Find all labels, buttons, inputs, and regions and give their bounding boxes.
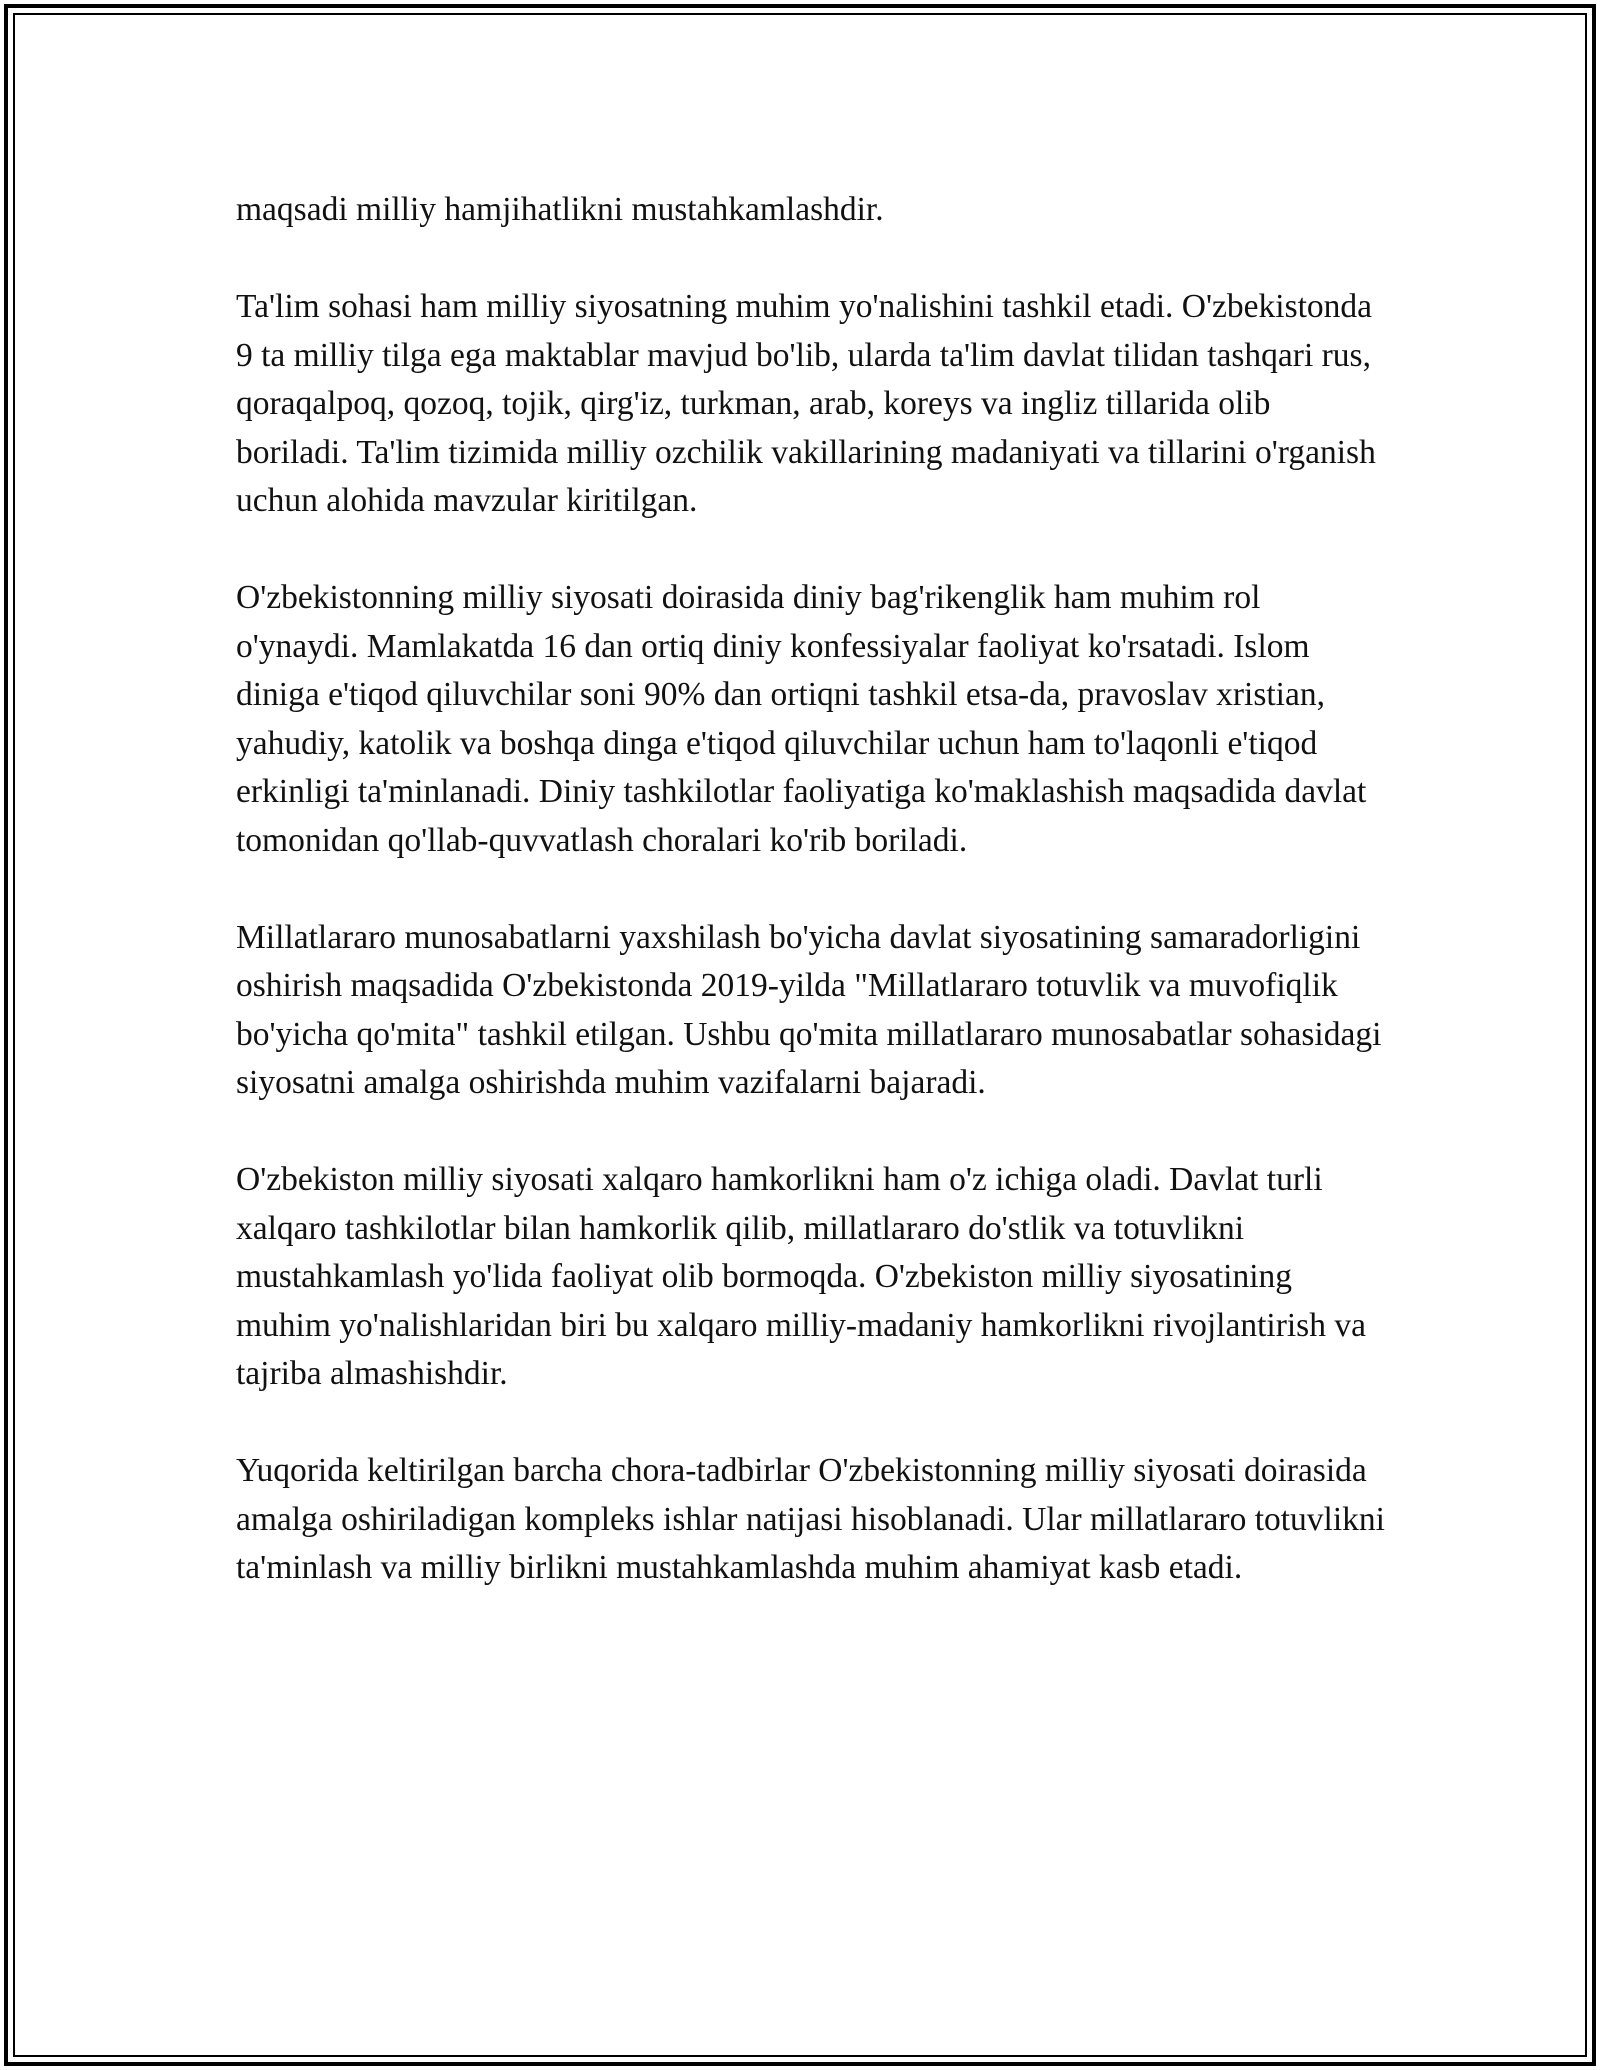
paragraph-4: Millatlararo munosabatlarni yaxshilash bo'yicha davlat siyosatining samaradorligini oshirish maqsadida O'zbekistonda 2019-yilda "Millatlararo totuvlik va muvofiqlik bo'yicha qo'mita" tashkil etilgan. Ushbu qo'mita millatlararo munosabatlar sohasidagi siyosatni amalga oshirishda muhim vazifalarni bajaradi. xyxy=(236,918,1382,1101)
paragraph-5: O'zbekiston milliy siyosati xalqaro hamkorlikni ham o'z ichiga oladi. Davlat turli xalqaro tashkilotlar bilan hamkorlik qilib, millatlararo do'stlik va totuvlikni mustahkamlash yo'lida faoliyat olib bormoqda. O'zbekiston milliy siyosatining muhim yo'nalishlaridan biri bu xalqaro milliy-madaniy hamkorlikni rivojlantirish va tajriba almashishdir. xyxy=(236,1161,1366,1392)
paragraph-1: maqsadi milliy hamjihatlikni mustahkamlashdir. xyxy=(236,191,884,228)
paragraph-3: O'zbekistonning milliy siyosati doirasida diniy bag'rikenglik ham muhim rol o'ynaydi. Mamlakatda 16 dan ortiq diniy konfessiyalar faoliyat ko'rsatadi. Islom diniga e'tiqod qiluvchilar soni 90% dan ortiqni tashkil etsa-da, pravoslav xristian, yahudiy, katolik va boshqa dinga e'tiqod qiluvchilar uchun ham to'laqonli e'tiqod erkinligi ta'minlanadi. Diniy tashkilotlar faoliyatiga ko'maklashish maqsadida davlat tomonidan qo'llab-quvvatlash choralari ko'rib boriladi. xyxy=(236,579,1367,859)
paragraph-6: Yuqorida keltirilgan barcha chora-tadbirlar O'zbekistonning milliy siyosati doirasida amalga oshiriladigan kompleks ishlar natijasi hisoblanadi. Ular millatlararo totuvlikni ta'minlash va milliy birlikni mustahkamlashda muhim ahamiyat kasb etadi. xyxy=(236,1452,1385,1586)
paragraph-2: Ta'lim sohasi ham milliy siyosatning muhim yo'nalishini tashkil etadi. O'zbekistonda 9 ta milliy tilga ega maktablar mavjud bo'lib, ularda ta'lim davlat tilidan tashqari rus, qoraqalpoq, qozoq, tojik, qirg'iz, turkman, arab, koreys va ingliz tillarida olib boriladi. Ta'lim tizimida milliy ozchilik vakillarining madaniyati va tillarini o'rganish uchun alohida mavzular kiritilgan. xyxy=(236,288,1376,519)
document-body xyxy=(236,186,1386,1641)
